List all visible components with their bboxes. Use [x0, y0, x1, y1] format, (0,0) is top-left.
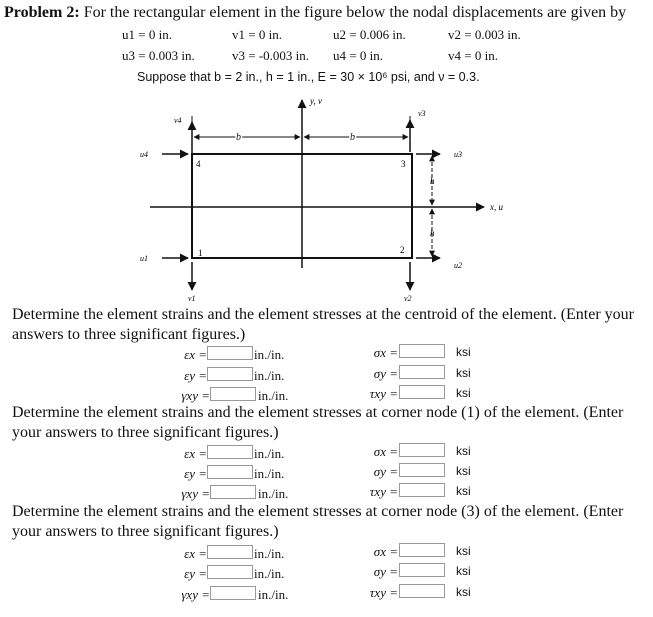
s1-ey-input[interactable] — [207, 367, 253, 381]
s3-gxy-label: γxy = — [181, 587, 210, 602]
s1-ex-unit: in./in. — [254, 347, 285, 362]
s3-sy-unit: ksi — [456, 564, 471, 578]
s1-sy-input[interactable] — [399, 365, 445, 379]
s3-gxy-input[interactable] — [210, 586, 256, 600]
h-label-top: h — [430, 176, 435, 186]
given-v1: v1 = 0 in. — [232, 27, 282, 42]
suppose-line: Suppose that b = 2 in., h = 1 in., E = 30 × 10⁶ psi, and ν = 0.3. — [137, 70, 480, 84]
s3-gxy-unit: in./in. — [258, 587, 289, 602]
s1-txy-label: τxy = — [369, 386, 398, 401]
s1-sx-label: σx = — [373, 345, 398, 360]
s2-ex-unit: in./in. — [254, 446, 285, 461]
s1-gxy-label: γxy = — [181, 388, 210, 403]
s1-gxy-unit: in./in. — [258, 388, 289, 403]
dof-u3: u3 — [454, 150, 462, 159]
dof-u1: u1 — [140, 254, 148, 263]
node-3: 3 — [401, 159, 406, 169]
s3-txy-label: τxy = — [369, 585, 398, 600]
given-u3: u3 = 0.003 in. — [122, 48, 195, 63]
s2-sx-input[interactable] — [399, 443, 445, 457]
given-u2: u2 = 0.006 in. — [333, 27, 406, 42]
dof-v2: v2 — [404, 294, 412, 303]
s1-ex-input[interactable] — [207, 346, 253, 360]
node-2: 2 — [400, 245, 405, 255]
s2-sy-label: σy = — [373, 464, 398, 479]
s3-ey-unit: in./in. — [254, 566, 285, 581]
s2-txy-input[interactable] — [399, 483, 445, 497]
s2-sx-label: σx = — [373, 444, 398, 459]
node-1: 1 — [198, 248, 203, 258]
dof-v1: v1 — [188, 294, 196, 303]
s3-sy-input[interactable] — [399, 563, 445, 577]
given-v3: v3 = -0.003 in. — [232, 48, 310, 63]
s3-sx-label: σx = — [373, 544, 398, 559]
s2-gxy-input[interactable] — [210, 485, 256, 499]
s2-sy-input[interactable] — [399, 463, 445, 477]
s3-txy-input[interactable] — [399, 584, 445, 598]
given-u4: u4 = 0 in. — [333, 48, 383, 63]
s2-txy-label: τxy = — [369, 484, 398, 499]
node-4: 4 — [196, 159, 201, 169]
s1-sx-unit: ksi — [456, 345, 471, 359]
s3-ey-label: εy = — [184, 566, 207, 581]
b-label-right: b — [350, 132, 355, 143]
section-1-prompt: Determine the element strains and the element stresses at the centroid of the element. (Enter your answers to three significant figures.) — [12, 306, 634, 343]
problem-label: Problem 2: — [4, 4, 80, 21]
s1-gxy-input[interactable] — [210, 387, 256, 401]
section-2-prompt: Determine the element strains and the element stresses at corner node (1) of the element. (Enter your answers to three significant figures.) — [12, 404, 624, 441]
s3-ex-unit: in./in. — [254, 546, 285, 561]
given-u1: u1 = 0 in. — [122, 27, 172, 42]
b-label-left: b — [236, 132, 241, 143]
s1-txy-unit: ksi — [456, 386, 471, 400]
s2-sx-unit: ksi — [456, 444, 471, 458]
s3-txy-unit: ksi — [456, 585, 471, 599]
s3-sx-unit: ksi — [456, 544, 471, 558]
s2-ey-label: εy = — [184, 466, 207, 481]
s2-gxy-unit: in./in. — [258, 486, 289, 501]
x-axis-label: x, u — [490, 202, 503, 212]
s1-ex-label: εx = — [184, 347, 207, 362]
dof-u2: u2 — [454, 261, 462, 270]
dof-v4: v4 — [174, 116, 182, 125]
s2-txy-unit: ksi — [456, 484, 471, 498]
s2-gxy-label: γxy = — [181, 486, 210, 501]
problem-statement: For the rectangular element in the figure below the nodal displacements are given by — [83, 4, 627, 21]
s2-sy-unit: ksi — [456, 464, 471, 478]
s3-ey-input[interactable] — [207, 565, 253, 579]
given-v4: v4 = 0 in. — [448, 48, 498, 63]
s2-ex-input[interactable] — [207, 445, 253, 459]
s3-ex-input[interactable] — [207, 545, 253, 559]
given-v2: v2 = 0.003 in. — [448, 27, 521, 42]
s1-ey-label: εy = — [184, 368, 207, 383]
s1-txy-input[interactable] — [399, 385, 445, 399]
s1-sy-label: σy = — [373, 366, 398, 381]
s1-ey-unit: in./in. — [254, 368, 285, 383]
y-axis-label: y, v — [310, 96, 322, 106]
dof-v3: v3 — [418, 109, 426, 118]
s2-ex-label: εx = — [184, 446, 207, 461]
section-3-prompt: Determine the element strains and the element stresses at corner node (3) of the element. (Enter your answers to three significant figures.) — [12, 503, 624, 540]
h-label-bottom: h — [430, 228, 435, 238]
dof-u4: u4 — [140, 150, 148, 159]
s2-ey-unit: in./in. — [254, 466, 285, 481]
s3-sx-input[interactable] — [399, 543, 445, 557]
s2-ey-input[interactable] — [207, 465, 253, 479]
s1-sy-unit: ksi — [456, 366, 471, 380]
s3-ex-label: εx = — [184, 546, 207, 561]
s3-sy-label: σy = — [373, 564, 398, 579]
s1-sx-input[interactable] — [399, 344, 445, 358]
